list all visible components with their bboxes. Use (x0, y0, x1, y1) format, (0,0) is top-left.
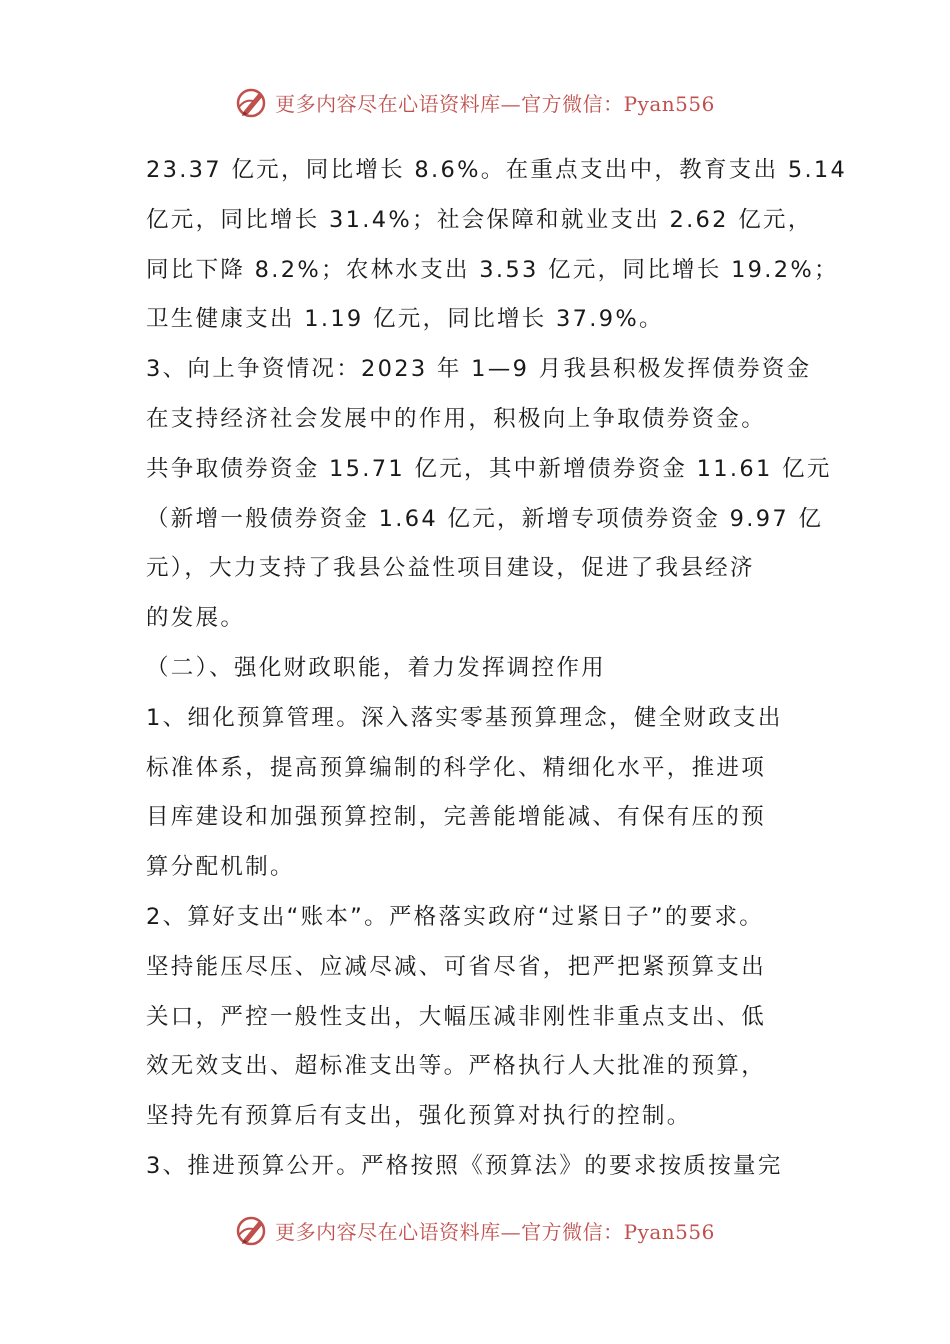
text-line: 效无效支出、超标准支出等。严格执行人大批准的预算， (146, 1053, 767, 1080)
text-line: 2、算好支出“账本”。严格落实政府“过紧日子”的要求。 (146, 903, 765, 930)
text-line: 1、细化预算管理。深入落实零基预算理念，健全财政支出 (146, 704, 783, 731)
text-line: 算分配机制。 (146, 854, 295, 881)
text-line: 共争取债券资金 15.71 亿元，其中新增债券资金 11.61 亿元 (146, 455, 832, 482)
header-watermark (0, 82, 950, 122)
pen-logo-icon (235, 85, 269, 119)
text-line: 卫生健康支出 1.19 亿元，同比增长 37.9%。 (146, 306, 664, 333)
text-line: 3、向上争资情况：2023 年 1—9 月我县积极发挥债券资金 (146, 356, 812, 383)
text-line: 坚持先有预算后有支出，强化预算对执行的控制。 (146, 1103, 692, 1130)
section-heading: （二）、强化财政职能，着力发挥调控作用 (146, 654, 606, 681)
watermark-text: 更多内容尽在心语资料库—官方微信：Pyan556 (275, 91, 715, 116)
text-line: 标准体系，提高预算编制的科学化、精细化水平，推进项 (146, 754, 767, 781)
watermark-text: 更多内容尽在心语资料库—官方微信：Pyan556 (275, 1219, 715, 1244)
text-line: 同比下降 8.2%；农林水支出 3.53 亿元，同比增长 19.2%； (146, 256, 839, 283)
text-line: 目库建设和加强预算控制，完善能增能减、有保有压的预 (146, 804, 767, 831)
text-line: 23.37 亿元，同比增长 8.6%。在重点支出中，教育支出 5.14 (146, 157, 848, 183)
text-line: 的发展。 (146, 605, 246, 632)
text-line: 亿元，同比增长 31.4%；社会保障和就业支出 2.62 亿元， (146, 206, 813, 233)
text-line: 3、推进预算公开。严格按照《预算法》的要求按质按量完 (146, 1152, 783, 1179)
footer-watermark (0, 1210, 950, 1250)
text-line: （新增一般债券资金 1.64 亿元，新增专项债券资金 9.97 亿 (146, 505, 824, 532)
text-line: 在支持经济社会发展中的作用，积极向上争取债券资金。 (146, 405, 767, 432)
pen-logo-icon (235, 1213, 269, 1247)
document-body (146, 146, 848, 1192)
text-line: 坚持能压尽压、应减尽减、可省尽省，把严把紧预算支出 (146, 953, 767, 980)
text-line: 关口，严控一般性支出，大幅压减非刚性非重点支出、低 (146, 1003, 767, 1030)
text-line: 元），大力支持了我县公益性项目建设，促进了我县经济 (146, 555, 755, 582)
